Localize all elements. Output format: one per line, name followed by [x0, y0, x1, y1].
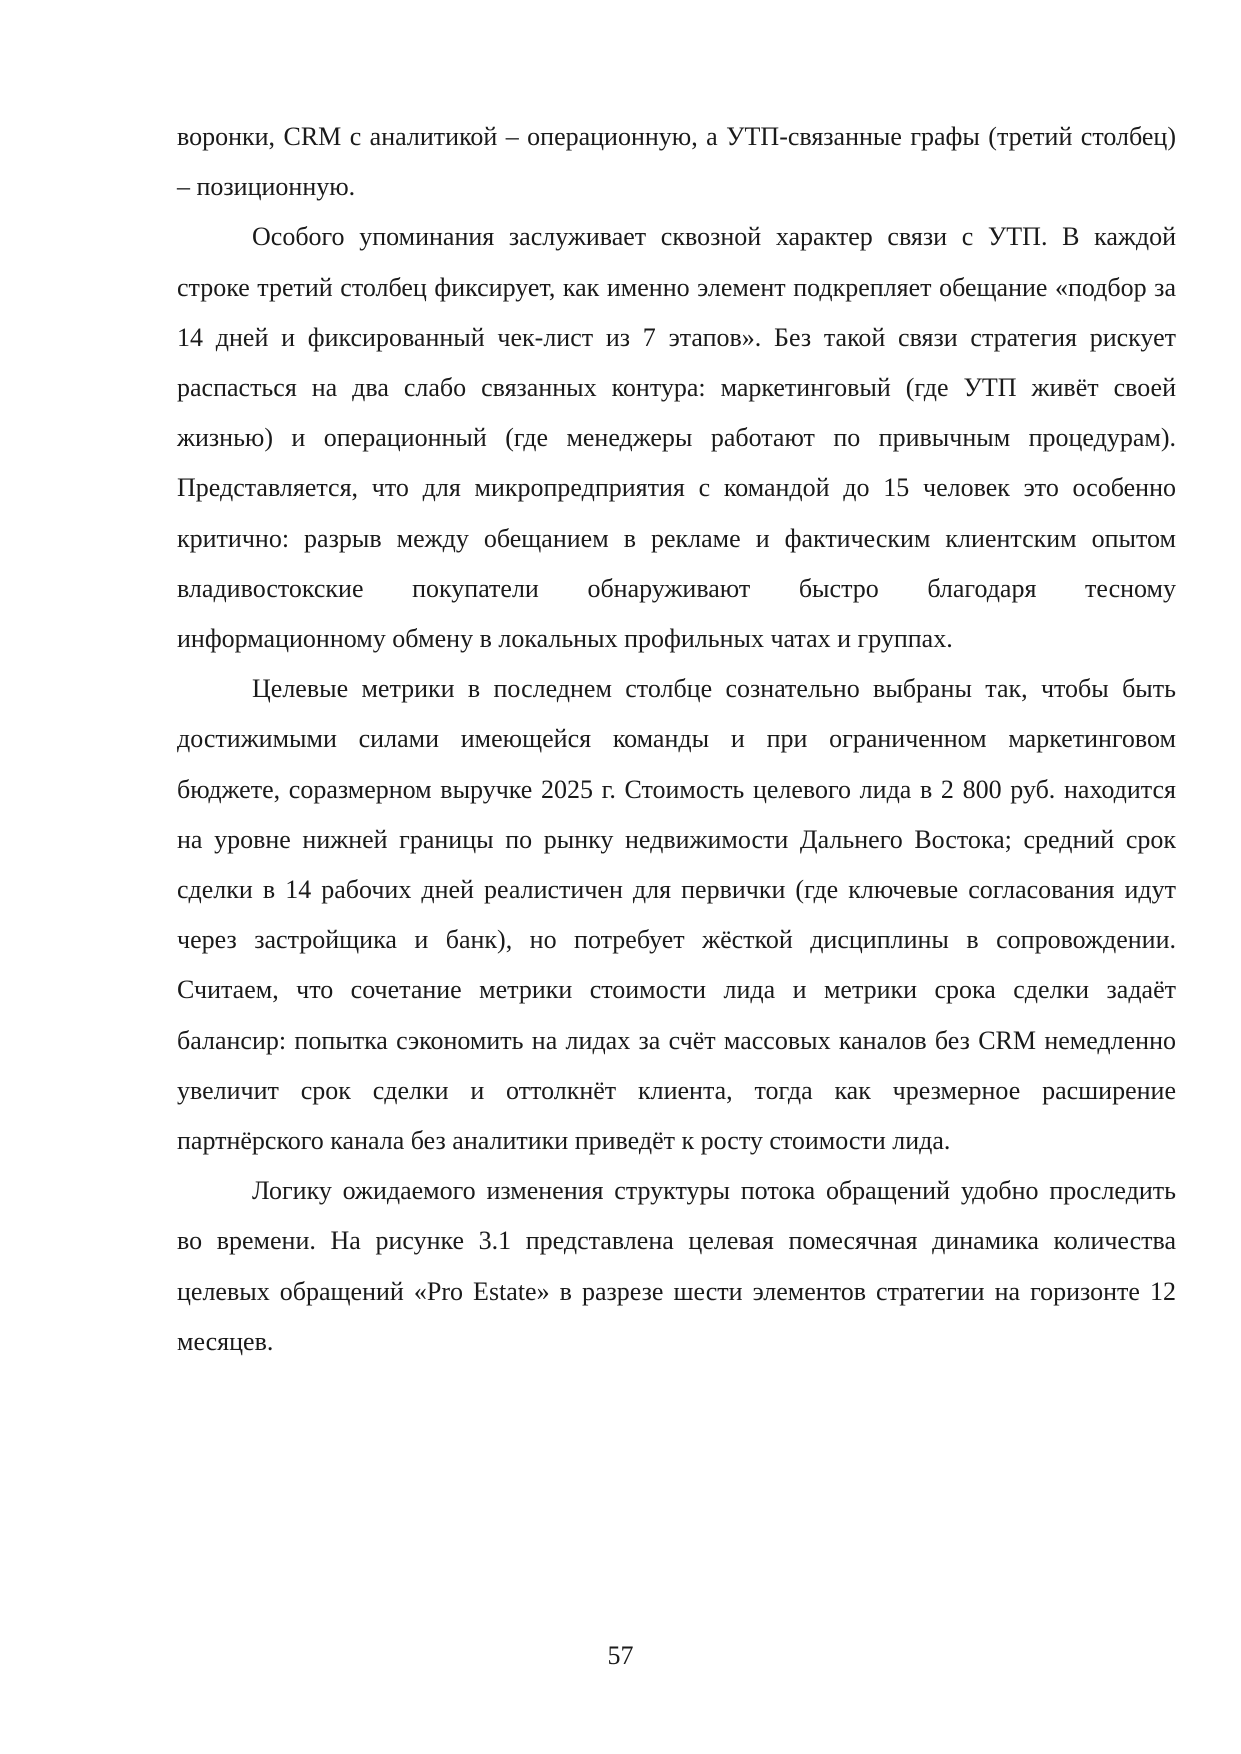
body-text [177, 112, 1176, 1367]
paragraph-target-metrics: Целевые метрики в последнем столбце сознательно выбраны так, чтобы быть достижимыми силами имеющейся команды и при ограниченном маркетинговом бюджете, соразмерном выручке 2025 г. Стоимость целевого лида в 2 800 руб. находится на уровне нижней границы по рынку недвижимости Дальнего Востока; средний срок сделки в 14 рабочих дней реалистичен для первички (где ключевые согласования идут через застройщика и банк), но потребует жёсткой дисциплины в сопровождении. Считаем, что сочетание метрики стоимости лида и метрики срока сделки задаёт балансир: попытка сэкономить на лидах за счёт массовых каналов без CRM немедленно увеличит срок сделки и оттолкнёт клиента, тогда как чрезмерное расширение партнёрского канала без аналитики приведёт к росту стоимости лида. [177, 674, 1176, 1156]
page-number: 57 [607, 1641, 634, 1670]
paragraph-figure-intro: Логику ожидаемого изменения структуры потока обращений удобно проследить во времени. На рисунке 3.1 представлена целевая помесячная динамика количества целевых обращений «Pro Estate» в разрезе шести элементов стратегии на горизонте 12 месяцев. [177, 1176, 1176, 1356]
paragraph-utp-connection: Особого упоминания заслуживает сквозной характер связи с УТП. В каждой строке третий столбец фиксирует, как именно элемент подкрепляет обещание «подбор за 14 дней и фиксированный чек-лист из 7 этапов». Без такой связи стратегия рискует распасться на два слабо связанных контура: маркетинговый (где УТП живёт своей жизнью) и операционный (где менеджеры работают по привычным процедурам). Представляется, что для микропредприятия с командой до 15 человек это особенно критично: разрыв между обещанием в рекламе и фактическим клиентским опытом владивостокские покупатели обнаруживают быстро благодаря тесному информационному обмену в локальных профильных чатах и группах. [177, 222, 1176, 654]
paragraph-continuation: воронки, CRM с аналитикой – операционную, а УТП-связанные графы (третий столбец) – позиционную. [177, 122, 1176, 202]
